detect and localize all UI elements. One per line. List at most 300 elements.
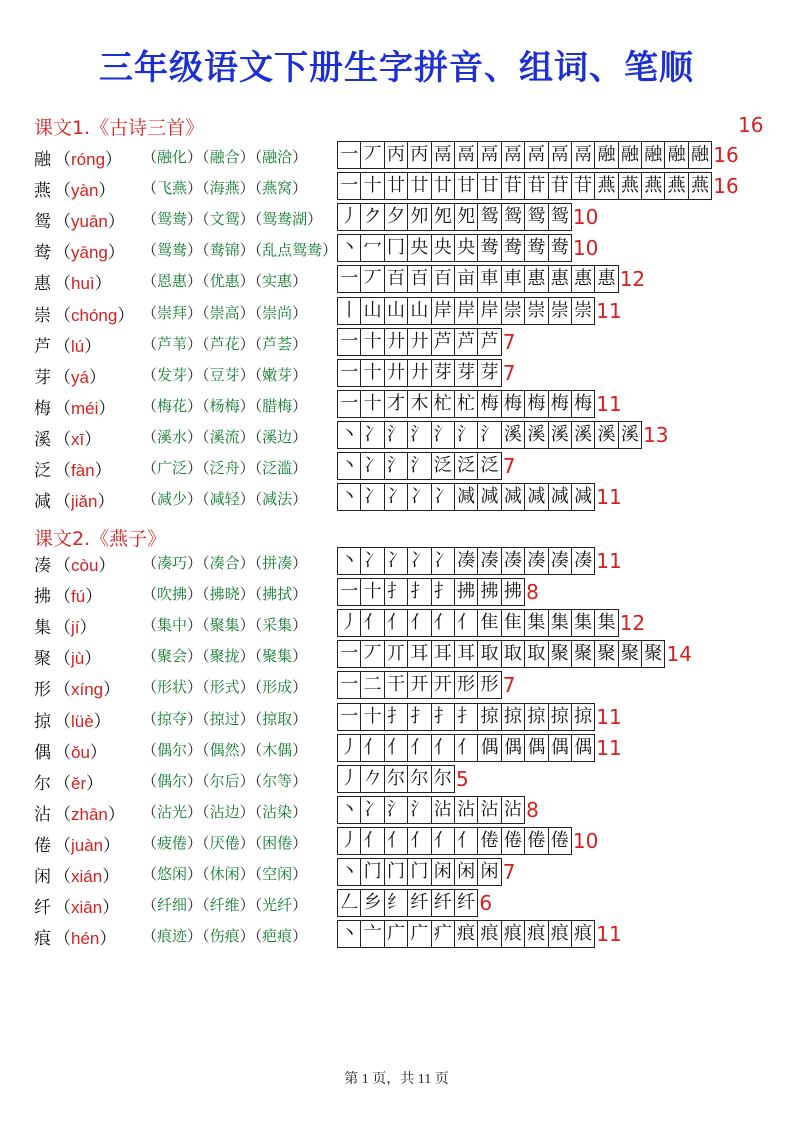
char-row (34, 265, 774, 296)
stroke-cell: 一 (337, 671, 361, 699)
stroke-cell: 丙 (384, 141, 408, 169)
word: 泛滥 (262, 459, 293, 477)
stroke-cell: 苷 (524, 172, 548, 200)
stroke-cell: 闲 (431, 858, 455, 886)
char-row (34, 734, 774, 765)
stroke-cell: 丿 (337, 734, 361, 762)
stroke-cell: 惠 (524, 265, 548, 293)
stroke-cell: 纟 (384, 889, 408, 917)
word: 偶然 (209, 740, 240, 759)
word: 凑合 (209, 554, 240, 572)
stroke-cell: 夘 (407, 203, 431, 231)
stroke-cell: 百 (384, 265, 408, 293)
stroke-cell: 鬲 (431, 141, 455, 169)
word-list: （广泛）（泛舟）（泛滥） (142, 459, 308, 477)
stroke-cell: 沾 (501, 796, 525, 824)
stroke-cell: 亻 (431, 734, 455, 762)
stroke-order (337, 265, 645, 293)
stroke-order (337, 858, 515, 886)
stroke-cell: 减 (571, 483, 595, 511)
hanzi: 鸳 (34, 212, 51, 233)
pinyin-group: （hén） (54, 929, 117, 949)
word: 困倦 (262, 833, 293, 852)
stroke-cell: 偶 (501, 734, 525, 762)
stroke-cell: 崇 (571, 297, 595, 325)
stroke-cell: 冫 (407, 547, 431, 575)
stroke-cell: 廾 (384, 328, 408, 356)
stroke-cell: 鬲 (477, 141, 501, 169)
stroke-cell: 丶 (337, 452, 361, 480)
word-list: （纤细）（纤维）（光纤） (142, 896, 308, 915)
stroke-cell: 梅 (477, 390, 501, 418)
char-row (34, 671, 774, 702)
stroke-cell: 亻 (360, 827, 384, 855)
stroke-order (337, 889, 492, 917)
pinyin-group: （jí） (54, 618, 97, 638)
stroke-cell: 苷 (501, 172, 525, 200)
stroke-cell: 一 (337, 141, 361, 169)
hanzi: 聚 (34, 649, 51, 670)
hanzi: 闲 (34, 867, 51, 887)
stroke-count: 6 (479, 891, 493, 916)
stroke-cell: 掠 (477, 703, 501, 731)
word: 减少 (157, 490, 188, 509)
stroke-cell: 闲 (477, 858, 501, 886)
stroke-cell: 十 (360, 578, 384, 606)
stroke-cell: 燕 (641, 172, 665, 200)
word-list: （聚会）（聚拢）（聚集） (142, 647, 308, 666)
word: 崇尚 (262, 303, 293, 322)
word: 掠夺 (157, 709, 188, 728)
stroke-cell: 車 (477, 265, 501, 293)
hanzi: 集 (34, 618, 51, 639)
stroke-cell: 聚 (571, 640, 595, 668)
word-list: （溪水）（溪流）（溪边） (142, 427, 308, 446)
stroke-cell: 聚 (641, 640, 665, 668)
section-heading: 课文2.《燕子》 (34, 528, 167, 550)
stroke-cell: 一 (337, 578, 361, 606)
stroke-cell: 丿 (337, 203, 361, 231)
pinyin: yá (71, 367, 89, 387)
stroke-cell: 拂 (501, 578, 525, 606)
stroke-cell: 减 (524, 483, 548, 511)
char-row (34, 858, 774, 889)
stroke-cell: 掠 (501, 703, 525, 731)
hanzi: 融 (34, 150, 51, 170)
word: 拂拭 (262, 585, 293, 604)
stroke-order (337, 328, 515, 356)
stroke-cell: 鸳 (501, 203, 525, 231)
hanzi: 形 (34, 680, 51, 701)
word: 痕迹 (157, 927, 188, 946)
stroke-cell: 夕 (384, 203, 408, 231)
stroke-cell: 融 (618, 141, 642, 169)
pinyin: lú (71, 336, 85, 356)
word: 融合 (209, 148, 240, 166)
stroke-cell: 丿 (337, 609, 361, 637)
stroke-cell: 鸳 (548, 203, 572, 231)
pinyin: zhān (71, 804, 108, 824)
stroke-cell: 芦 (454, 328, 478, 356)
stroke-cell: 氵 (477, 421, 501, 449)
stroke-cell: 聚 (618, 640, 642, 668)
char-row (34, 483, 774, 514)
stroke-cell: 冫 (384, 547, 408, 575)
stroke-cell: 芽 (431, 359, 455, 387)
stroke-cell: 尔 (407, 765, 431, 793)
pinyin: xián (71, 867, 103, 886)
stroke-cell: 車 (501, 265, 525, 293)
word: 掠过 (209, 709, 240, 728)
hanzi: 拂 (34, 587, 51, 608)
pinyin-group: （yāng） (54, 243, 125, 263)
stroke-cell: 闲 (454, 858, 478, 886)
stroke-count: 11 (596, 922, 622, 947)
stroke-cell: 亻 (360, 609, 384, 637)
stroke-cell: 凑 (571, 547, 595, 575)
stroke-cell: 亠 (360, 920, 384, 948)
stroke-cell: 聚 (594, 640, 618, 668)
stroke-cell: 泛 (454, 452, 478, 480)
stroke-cell: 苷 (571, 172, 595, 200)
stroke-cell: 拂 (454, 578, 478, 606)
pinyin-group: （xiān） (54, 898, 120, 918)
word-list: （恩惠）（优惠）（实惠） (142, 272, 308, 291)
word: 形成 (262, 678, 293, 697)
stroke-cell: 梅 (501, 390, 525, 418)
word: 融化 (157, 148, 188, 166)
stroke-count: 5 (455, 766, 469, 791)
stroke-cell: 取 (524, 640, 548, 668)
stroke-order (337, 578, 539, 606)
pinyin: jí (71, 618, 80, 638)
stroke-cell: 亩 (454, 265, 478, 293)
page-title: 三年级语文下册生字拼音、组词、笔顺 (99, 48, 694, 88)
word: 杨梅 (209, 396, 240, 415)
stroke-cell: 凑 (501, 547, 525, 575)
word: 嫩芽 (262, 365, 293, 384)
stroke-cell: 亻 (454, 734, 478, 762)
word: 广泛 (157, 459, 188, 477)
stroke-cell: 倦 (477, 827, 501, 855)
stroke-cell: 丶 (337, 234, 361, 262)
stroke-cell: 冫 (384, 483, 408, 511)
stroke-cell: 集 (524, 609, 548, 637)
stroke-order (337, 421, 669, 449)
char-row (34, 827, 774, 858)
stroke-order (337, 703, 622, 731)
stroke-cell: 融 (594, 141, 618, 169)
stroke-cell: 𠃋 (337, 889, 361, 917)
stroke-cell: 杧 (454, 390, 478, 418)
stroke-cell: 𠂊 (360, 765, 384, 793)
stroke-cell: 扌 (407, 703, 431, 731)
stroke-cell: 廾 (407, 328, 431, 356)
pinyin-group: （róng） (54, 150, 123, 169)
stroke-cell: 鸯 (477, 234, 501, 262)
word-list: （融化）（融合）（融洽） (142, 148, 308, 166)
pinyin-group: （fàn） (54, 461, 112, 480)
stroke-cell: 偶 (548, 734, 572, 762)
pinyin-group: （huì） (54, 274, 112, 294)
stroke-order (337, 359, 515, 387)
pinyin: méi (71, 398, 99, 418)
word: 文鸳 (209, 210, 240, 229)
stroke-count: 8 (526, 580, 539, 605)
stroke-cell: 丿 (337, 765, 361, 793)
stroke-cell: 形 (477, 671, 501, 699)
stroke-order (337, 452, 515, 480)
word: 形式 (209, 678, 240, 697)
stroke-cell: 沾 (477, 796, 501, 824)
stroke-cell: 十 (360, 703, 384, 731)
char-row (34, 390, 774, 421)
stroke-order (337, 609, 645, 637)
stroke-cell: 亻 (407, 734, 431, 762)
word: 悠闲 (157, 865, 188, 883)
stroke-cell: 十 (360, 390, 384, 418)
stroke-cell: 扌 (384, 703, 408, 731)
stroke-cell: 广 (407, 920, 431, 948)
stroke-cell: 冂 (384, 234, 408, 262)
word-list: （偶尔）（偶然）（木偶） (142, 740, 308, 759)
stroke-cell: 丨 (337, 297, 361, 325)
stroke-order (337, 765, 469, 793)
word: 芦荟 (262, 334, 293, 353)
stroke-cell: 集 (571, 609, 595, 637)
stroke-cell: 亻 (431, 609, 455, 637)
stroke-cell: 梅 (548, 390, 572, 418)
stroke-cell: 开 (431, 671, 455, 699)
char-row (34, 141, 774, 172)
hanzi: 燕 (34, 181, 51, 202)
stroke-count: 11 (596, 485, 622, 510)
stroke-cell: 岸 (477, 297, 501, 325)
stroke-cell: 溪 (571, 421, 595, 449)
stroke-cell: 痕 (454, 920, 478, 948)
stroke-cell: 丶 (337, 796, 361, 824)
word: 疲倦 (157, 833, 188, 852)
stroke-cell: 百 (407, 265, 431, 293)
word: 尔后 (209, 771, 240, 790)
stroke-count: 16 (713, 143, 739, 167)
hanzi: 倦 (34, 835, 51, 856)
stroke-cell: 山 (384, 297, 408, 325)
stroke-cell: 鸯 (501, 234, 525, 262)
pinyin: chóng (71, 305, 118, 325)
word: 木偶 (262, 740, 293, 759)
stroke-cell: 倦 (548, 827, 572, 855)
stroke-cell: 集 (594, 609, 618, 637)
pinyin: yāng (71, 243, 108, 263)
stroke-count: 7 (502, 360, 516, 385)
stroke-cell: 燕 (688, 172, 712, 200)
pinyin-group: （jiǎn） (54, 492, 115, 512)
stroke-cell: 芽 (454, 359, 478, 387)
stroke-cell: 凑 (524, 547, 548, 575)
stroke-cell: 十 (360, 172, 384, 200)
stroke-cell: 纤 (454, 889, 478, 917)
word: 芦苇 (157, 334, 188, 353)
stroke-cell: 倦 (524, 827, 548, 855)
word: 凑巧 (157, 554, 188, 572)
stroke-cell: 集 (548, 609, 572, 637)
pinyin: hén (71, 929, 100, 949)
char-row (34, 796, 774, 827)
stroke-cell: 门 (360, 858, 384, 886)
pinyin: jiǎn (71, 492, 98, 512)
word-list: （芦苇）（芦花）（芦荟） (142, 334, 308, 353)
stroke-cell: 减 (477, 483, 501, 511)
stroke-cell: 鸯 (548, 234, 572, 262)
stroke-cell: 丙 (407, 141, 431, 169)
char-row (34, 359, 774, 390)
pinyin: róng (71, 150, 106, 169)
word-list: （偶尔）（尔后）（尔等） (142, 771, 308, 790)
word: 实惠 (262, 272, 293, 291)
word: 鸳鸯 (157, 210, 188, 229)
stroke-cell: 杧 (431, 390, 455, 418)
stroke-cell: 减 (454, 483, 478, 511)
stroke-cell: 氵 (384, 796, 408, 824)
stroke-order (337, 640, 692, 668)
word: 聚拢 (209, 647, 240, 666)
word: 沾光 (157, 802, 188, 821)
stroke-cell: 鬲 (501, 141, 525, 169)
stroke-count: 16 (713, 174, 739, 199)
stroke-cell: 沾 (431, 796, 455, 824)
stroke-cell: 丶 (337, 858, 361, 886)
stroke-cell: 廾 (384, 359, 408, 387)
stroke-cell: 亻 (407, 827, 431, 855)
stroke-cell: 凑 (454, 547, 478, 575)
word: 吹拂 (157, 585, 188, 604)
stroke-cell: 沾 (454, 796, 478, 824)
stroke-cell: 冫 (360, 452, 384, 480)
stroke-cell: 亻 (384, 734, 408, 762)
char-row (34, 889, 774, 920)
word-list: （梅花）（杨梅）（腊梅） (142, 396, 308, 415)
stroke-cell: 取 (501, 640, 525, 668)
stroke-cell: 芽 (477, 359, 501, 387)
word: 采集 (262, 616, 293, 635)
stroke-order (337, 141, 739, 169)
stroke-cell: 尔 (384, 765, 408, 793)
stroke-cell: 亻 (454, 609, 478, 637)
stroke-order (337, 483, 622, 511)
stroke-order (337, 297, 622, 325)
stroke-cell: 鸯 (524, 234, 548, 262)
word: 燕窝 (262, 179, 293, 198)
stroke-count: 14 (666, 642, 692, 667)
stroke-cell: 崇 (501, 297, 525, 325)
stroke-cell: 冖 (360, 234, 384, 262)
stroke-cell: 苷 (548, 172, 572, 200)
stroke-cell: 融 (664, 141, 688, 169)
stroke-cell: 山 (407, 297, 431, 325)
stroke-cell: 一 (337, 703, 361, 731)
char-row (34, 421, 774, 452)
stroke-count: 7 (502, 860, 516, 884)
stroke-cell: 芦 (477, 328, 501, 356)
stroke-cell: 融 (641, 141, 665, 169)
stroke-cell: 廿 (431, 172, 455, 200)
stroke-cell: 央 (407, 234, 431, 262)
stroke-cell: 门 (384, 858, 408, 886)
stroke-cell: 掠 (548, 703, 572, 731)
word: 崇高 (209, 303, 240, 322)
word: 融洽 (262, 148, 293, 166)
stroke-cell: 亻 (431, 827, 455, 855)
stroke-count: 12 (619, 267, 646, 292)
stroke-count: 8 (526, 797, 539, 822)
word: 拼凑 (262, 554, 293, 572)
stroke-cell: 惠 (548, 265, 572, 293)
stroke-cell: 溪 (501, 421, 525, 449)
stroke-cell: 掠 (524, 703, 548, 731)
stroke-cell: 亻 (384, 609, 408, 637)
word-list: （崇拜）（崇高）（崇尚） (142, 303, 308, 322)
pinyin-group: （lüè） (54, 711, 111, 731)
pinyin-group: （yá） (54, 367, 106, 387)
stroke-cell: 亻 (407, 609, 431, 637)
stroke-cell: 甘 (454, 172, 478, 200)
word: 鸳鸯湖 (262, 210, 308, 229)
stroke-cell: 冫 (431, 547, 455, 575)
pinyin-group: （ěr） (54, 773, 104, 793)
char-row (34, 640, 774, 671)
stroke-cell: 掠 (571, 703, 595, 731)
char-row (34, 234, 774, 265)
pinyin-group: （yàn） (54, 181, 116, 201)
stroke-order (337, 547, 622, 575)
stroke-cell: 丿 (337, 827, 361, 855)
pinyin-group: （fú） (54, 587, 103, 607)
word: 尔等 (262, 771, 293, 790)
stroke-cell: 痕 (477, 920, 501, 948)
stroke-cell: 疒 (431, 920, 455, 948)
pinyin-group: （méi） (54, 398, 116, 418)
word-list: （鸳鸯）（文鸳）（鸳鸯湖） (142, 210, 323, 229)
stroke-cell: 扌 (407, 578, 431, 606)
pinyin: yuān (71, 212, 108, 232)
stroke-cell: 山 (360, 297, 384, 325)
stroke-cell: 氵 (431, 421, 455, 449)
word: 减法 (262, 490, 293, 509)
word-list: （吹拂）（拂晓）（拂拭） (142, 585, 308, 604)
stroke-cell: ク (360, 203, 384, 231)
word: 泛舟 (209, 459, 240, 477)
stroke-cell: 鬲 (571, 141, 595, 169)
stroke-count: 11 (596, 704, 622, 729)
word-list: （沾光）（沾边）（沾染） (142, 802, 308, 821)
char-row (34, 703, 774, 734)
stroke-count: 7 (502, 329, 516, 354)
stroke-cell: 亻 (384, 827, 408, 855)
stroke-cell: 耳 (454, 640, 478, 668)
word: 掠取 (262, 709, 293, 728)
stroke-cell: 夗 (454, 203, 478, 231)
stroke-cell: 偶 (524, 734, 548, 762)
pinyin-group: （chóng） (54, 305, 135, 325)
word: 纤维 (209, 896, 240, 915)
stroke-cell: 隹 (501, 609, 525, 637)
stroke-cell: 芦 (431, 328, 455, 356)
char-row (34, 203, 774, 234)
hanzi: 凑 (34, 556, 51, 576)
word: 偶尔 (157, 740, 188, 759)
stroke-count: 7 (502, 673, 516, 698)
